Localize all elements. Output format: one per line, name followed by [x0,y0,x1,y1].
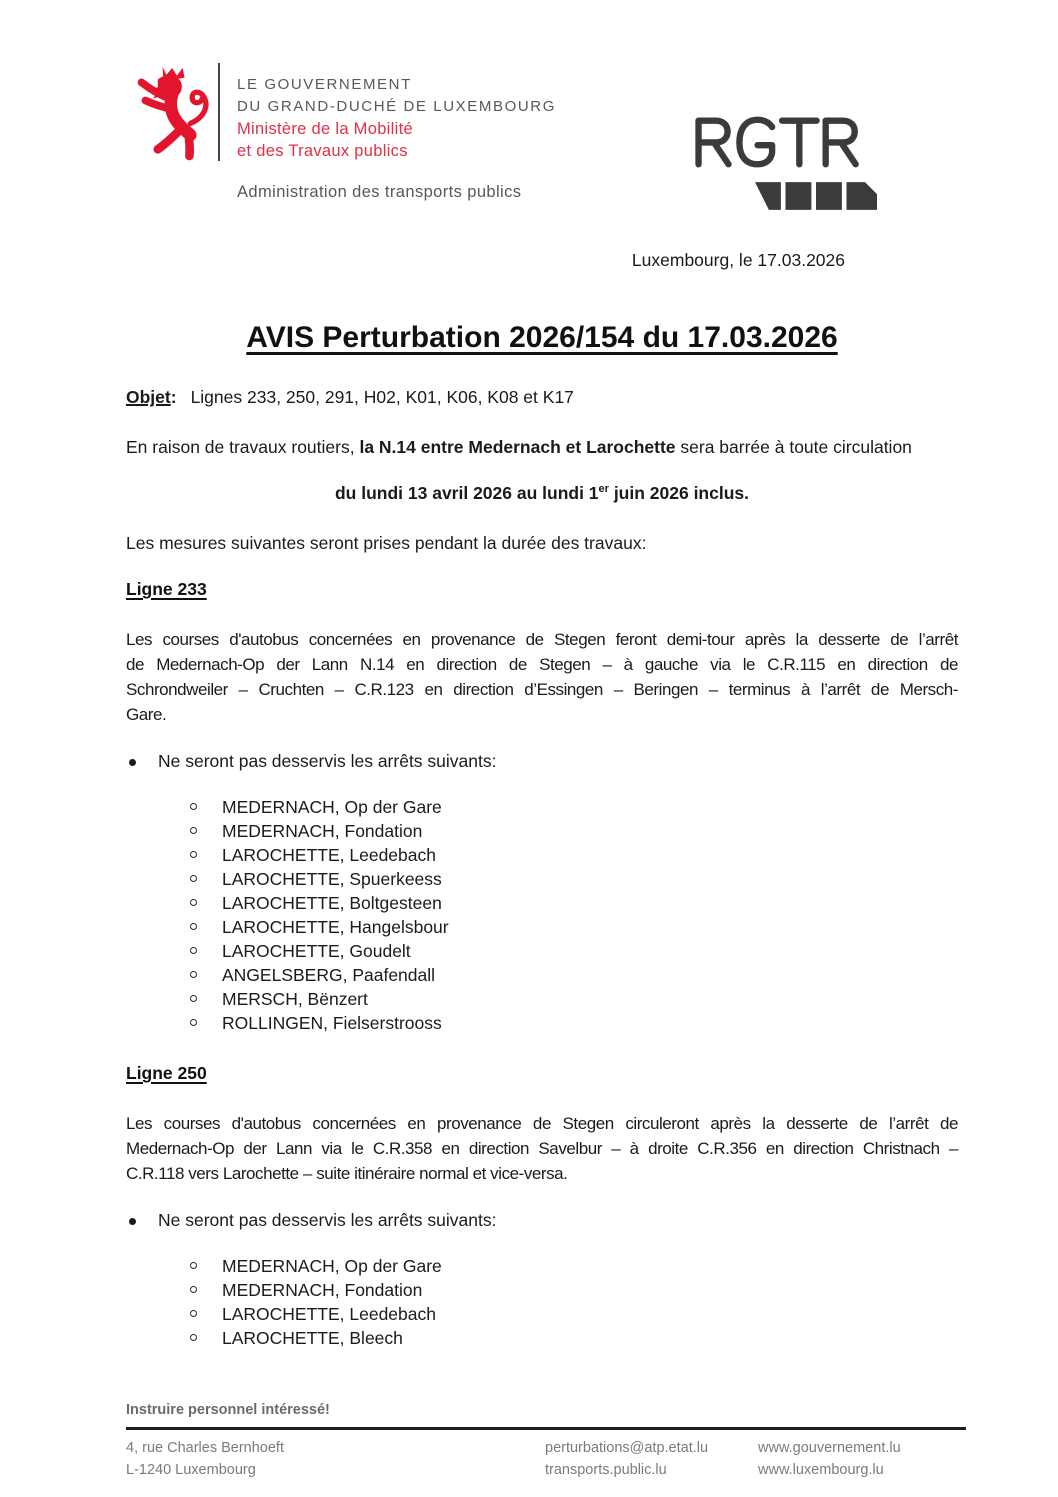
document-body [126,250,958,1378]
closure-period-line [126,483,958,507]
stop-item [126,1011,958,1035]
objet-line [126,387,958,411]
bullet-dot-icon [129,1218,136,1225]
stop-item [126,915,958,939]
measures-line: Les mesures suivantes seront prises pendant la durée des travaux: [126,533,647,553]
luxembourg-lion-icon [131,62,219,162]
stop-label: MERSCH, Bënzert [222,989,368,1009]
stop-label: LAROCHETTE, Leedebach [222,845,436,865]
intro-paragraph [126,437,958,461]
circle-bullet-icon [190,995,197,1002]
paragraph-line: Schrondweiler – Cruchten – C.R.123 en direction d’Essingen – Beringen – terminus à l’arrêt de Mersch- [126,680,958,699]
footer-address [126,1437,284,1481]
circle-bullet-icon [190,803,197,810]
paragraph-line: Medernach-Op der Lann via le C.R.358 en direction Savelbur – à droite C.R.356 en direction Christnach – [126,1139,958,1158]
ministry-line-1: Ministère de la Mobilité [237,120,413,138]
text-segment: la N.14 entre Medernach et Larochette [359,437,676,457]
stop-label: MEDERNACH, Fondation [222,821,423,841]
gov-line-2: DU GRAND-DUCHÉ DE LUXEMBOURG [237,98,556,115]
footer-note: Instruire personnel intéressé! [126,1402,330,1418]
stop-label: ANGELSBERG, Paafendall [222,965,436,985]
stop-label: LAROCHETTE, Spuerkeess [222,869,442,889]
stop-item [126,843,958,867]
bullet-text: Ne seront pas desservis les arrêts suivants: [158,751,497,771]
paragraph-line: de Medernach-Op der Lann N.14 en direction de Stegen – à gauche via le C.R.115 en direction de [126,655,958,674]
footer-address-line-1: 4, rue Charles Bernhoeft [126,1439,284,1456]
text-segment: du lundi 13 avril 2026 au lundi 1 [334,483,599,503]
stop-item [126,987,958,1011]
rgtr-wordmark [694,116,862,168]
section-heading: Ligne 250 [126,1063,207,1083]
footer-contact [545,1437,708,1481]
page-title: AVIS Perturbation 2026/154 du 17.03.2026 [246,321,838,354]
administration-label: Administration des transports publics [237,183,522,201]
stop-item [126,1254,958,1278]
circle-bullet-icon [190,1310,197,1317]
ministry-line-2: et des Travaux publics [237,142,408,160]
stop-label: MEDERNACH, Op der Gare [222,1256,442,1276]
gov-line-1: LE GOUVERNEMENT [237,76,412,93]
stop-label: ROLLINGEN, Fielserstrooss [222,1013,442,1033]
stops-list [126,795,958,1035]
objet-value: Lignes 233, 250, 291, H02, K01, K06, K08 et K17 [190,387,574,407]
stop-label: MEDERNACH, Fondation [222,1280,423,1300]
footer-email: perturbations@atp.etat.lu [545,1439,709,1456]
stop-label: LAROCHETTE, Goudelt [222,941,411,961]
circle-bullet-icon [190,947,197,954]
stop-item [126,1326,958,1350]
stops-list [126,1254,958,1350]
stop-item [126,1302,958,1326]
stop-item [126,795,958,819]
circle-bullet-icon [190,923,197,930]
text-segment: er [598,483,609,496]
section-ligne-250 [126,1063,958,1350]
text-segment: sera barrée à toute circulation [675,437,912,457]
stop-label: LAROCHETTE, Leedebach [222,1304,436,1324]
logo-divider [218,63,220,161]
objet-label: Objet [126,387,171,407]
footer-address-line-2: L-1240 Luxembourg [126,1461,256,1478]
footer [126,1402,966,1483]
footer-site: transports.public.lu [545,1461,667,1478]
circle-bullet-icon [190,1262,197,1269]
paragraph-line: Gare. [126,705,167,724]
section-ligne-233 [126,579,958,1035]
footer-links [758,1437,901,1481]
stop-label: LAROCHETTE, Hangelsbour [222,917,449,937]
footer-divider [126,1427,966,1430]
footer-columns [126,1437,966,1483]
section-heading: Ligne 233 [126,579,207,599]
objet-colon: : [170,387,177,407]
circle-bullet-icon [190,851,197,858]
text-segment: En raison de travaux routiers, [126,437,360,457]
line-sections [126,579,958,1350]
circle-bullet-icon [190,875,197,882]
footer-link-1: www.gouvernement.lu [758,1439,901,1456]
paragraph-line: Les courses d'autobus concernées en provenance de Stegen circuleront après la desserte de l’arrêt de [126,1114,958,1133]
circle-bullet-icon [190,827,197,834]
circle-bullet-icon [190,1286,197,1293]
section-paragraph [126,1111,958,1186]
stop-item [126,963,958,987]
stop-label: LAROCHETTE, Bleech [222,1328,403,1348]
footer-link-2: www.luxembourg.lu [758,1461,884,1478]
section-paragraph [126,627,958,727]
stop-item [126,891,958,915]
bullet-dot-icon [129,759,136,766]
rgtr-bus-icon [755,181,877,211]
circle-bullet-icon [190,1334,197,1341]
stop-label: MEDERNACH, Op der Gare [222,797,442,817]
circle-bullet-icon [190,971,197,978]
stop-item [126,1278,958,1302]
bullet-text: Ne seront pas desservis les arrêts suivants: [158,1210,497,1230]
circle-bullet-icon [190,899,197,906]
stop-item [126,939,958,963]
government-wordmark [237,74,556,162]
paragraph-line: C.R.118 vers Larochette – suite itinéraire normal et vice-versa. [126,1164,568,1183]
bullet-item [126,1210,958,1234]
date-line: Luxembourg, le 17.03.2026 [631,250,845,270]
stop-item [126,867,958,891]
stop-item [126,819,958,843]
paragraph-line: Les courses d'autobus concernées en provenance de Stegen feront demi-tour après la desserte de l’arrêt [126,630,958,649]
circle-bullet-icon [190,1019,197,1026]
stop-label: LAROCHETTE, Boltgesteen [222,893,442,913]
bullet-item [126,751,958,775]
text-segment: juin 2026 inclus. [608,483,750,503]
